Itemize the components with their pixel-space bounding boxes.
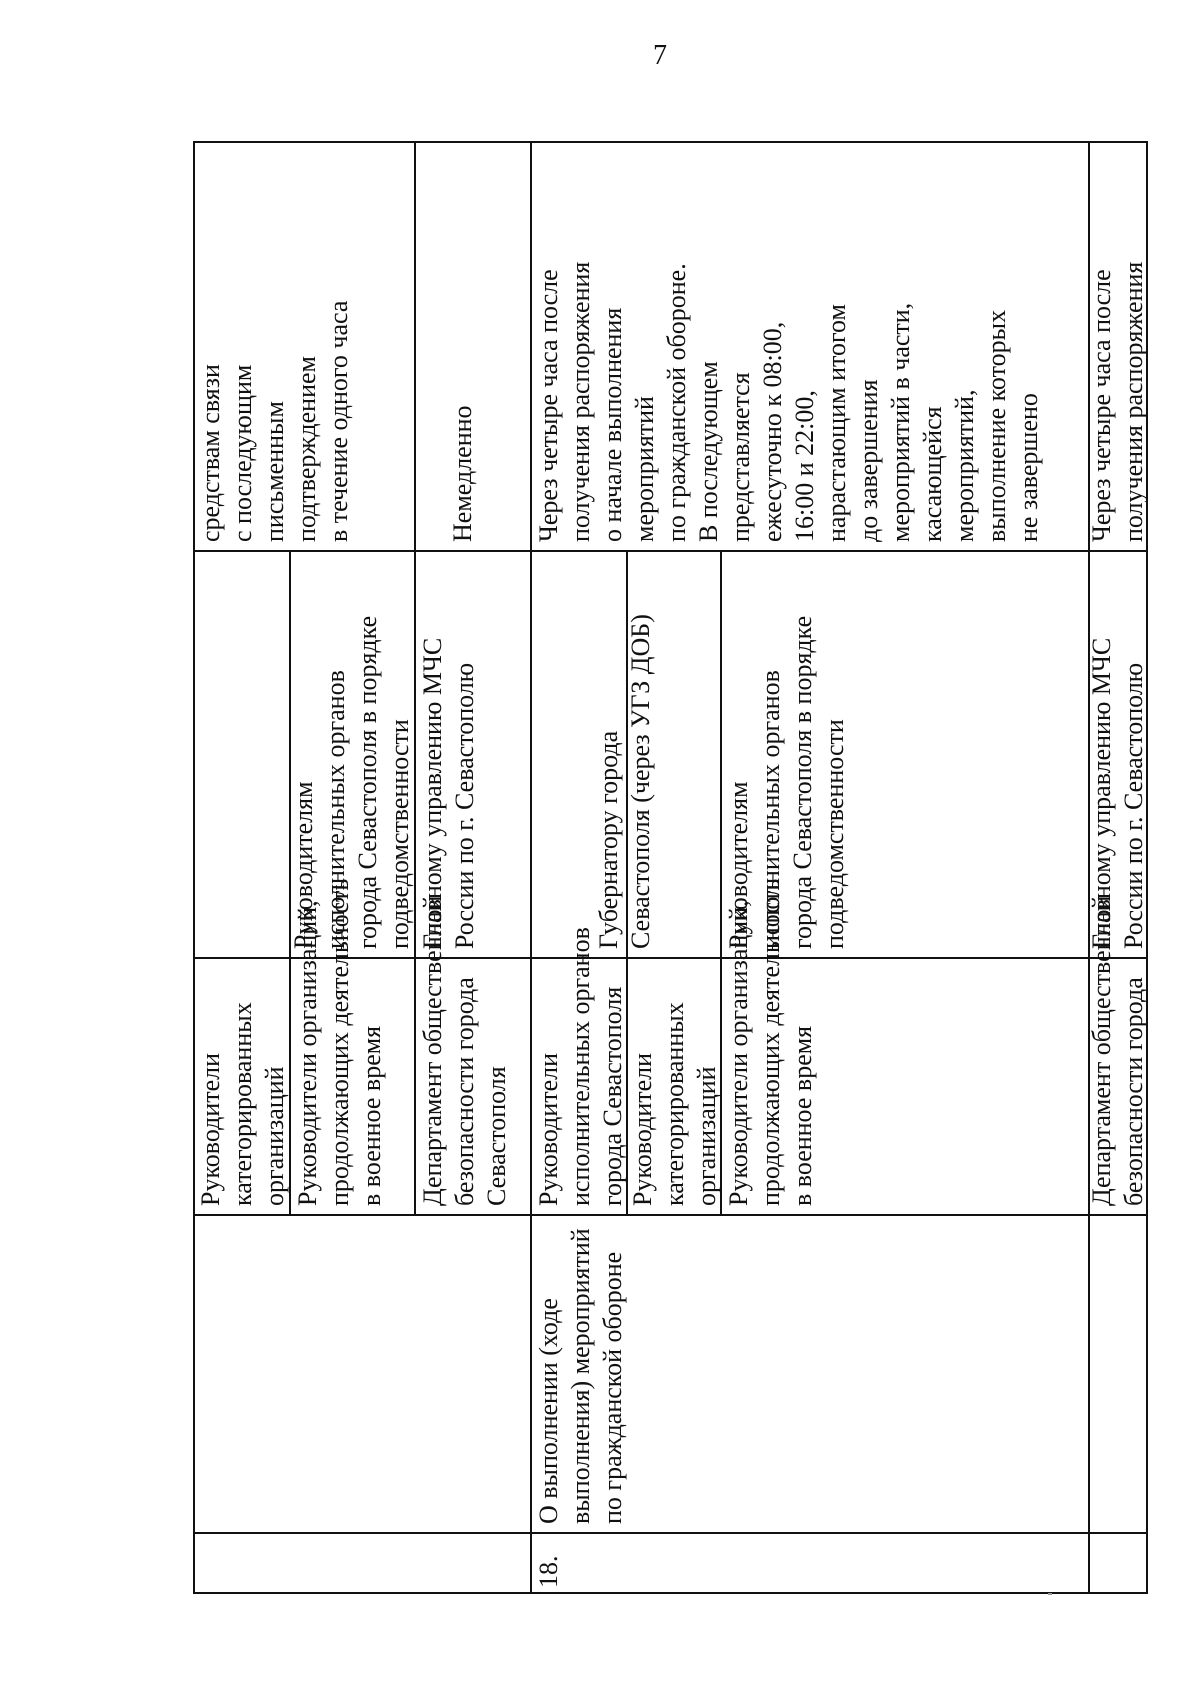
cell-line: в военное время [788,1025,817,1206]
cell-line: категорированных [228,1002,257,1206]
cell-line: продолжающих деятельность [756,878,785,1206]
table-border-right [193,141,1148,143]
cell-line: безопасности города [450,977,479,1206]
cell-line: выполнения) мероприятий [566,1228,595,1524]
cell-line: нарастающим итогом [822,304,851,542]
cell-line: получения распоряжения [1119,261,1148,542]
prev-row-col5ab [195,301,355,542]
cell-line: продолжающих деятельность [325,878,354,1206]
cell-line: Главному управлению МЧС [1087,637,1116,949]
cell-line: получения распоряжения [566,261,595,542]
col-divider-1 [193,1532,1148,1534]
cell-line: Севастополя (через УГЗ ДОБ) [626,614,655,949]
cell-line: безопасности города [1119,977,1148,1206]
cell-line: 18. [534,1555,563,1588]
cell-line: Департамент общественной [418,895,447,1206]
cell-line: не завершено [1014,393,1043,542]
cell-line: Через четыре часа после [1087,269,1116,542]
cell-line: Севастополя [482,1066,511,1206]
row18-col3a [533,927,629,1206]
cell-line: выполнение которых [982,309,1011,542]
cell-line: исполнительных органов [321,670,350,949]
row18-col3b [627,1002,723,1206]
cell-line: России по г. Севастополю [450,662,479,949]
cell-line: России по г. Севастополю [1119,662,1148,949]
cell-line: по гражданской обороне. [662,263,691,542]
cell-line: Главному управлению МЧС [418,637,447,949]
cell-line: Руководителям [724,781,753,949]
prev-row-col5c [447,405,479,542]
row18-col5 [533,262,1045,542]
cell-line: Губернатору города [594,730,623,949]
cell-line: мероприятий, [950,389,979,542]
scan-speck [1048,1593,1052,1595]
cell-line: касающейся [918,406,947,542]
cell-line: мероприятий в части, [886,302,915,542]
cell-line: представляется [726,372,755,542]
cell-line: категорированных [660,1002,689,1206]
cell-line: подведомственности [820,719,849,949]
rotated-table [193,141,1148,1594]
cell-line: Через четыре часа после [534,269,563,542]
cell-line: в течение одного часа [324,300,353,542]
cell-line: Руководителям [289,781,318,949]
col-divider-4 [193,550,1148,552]
cell-line: средствам связи [196,364,225,542]
cell-line: Немедленно [448,405,477,542]
cell-line: Руководители [628,1052,657,1206]
cell-line: мероприятий [630,396,659,542]
prev-row-col4c [417,638,481,949]
cell-line: исполнительных органов [756,670,785,949]
row18-col4a [593,614,657,949]
row-divider-prev-18 [530,141,532,1594]
row18-title [533,1228,629,1524]
cell-line: В последующем [694,361,723,542]
cell-line: подтверждением [292,356,321,542]
row18-number [533,1556,565,1589]
table-border-left [193,1592,1148,1594]
cell-line: города Севастополя в порядке [353,615,382,949]
cell-line: письменным [260,401,289,542]
cell-line: города Севастополя [598,986,627,1206]
row18-col4c [723,616,851,949]
cell-line: организаций [260,1066,289,1206]
cell-line: по гражданской обороне [598,1251,627,1524]
cell-line: в военное время [357,1025,386,1206]
cell-line: Руководители [534,1052,563,1206]
cell-line: Руководители организаций, [724,900,753,1206]
prev-row-col3a [195,1002,291,1206]
cell-line: с последующим [228,364,257,542]
cell-line: 16:00 и 22:00, [790,390,819,542]
cell-line: о начале выполнения [598,307,627,542]
cell-line: ежесуточно к 08:00, [758,321,787,542]
prev-row-col4b [288,616,416,949]
next-row-col4 [1086,638,1150,949]
cell-line: О выполнении (ходе [534,1298,563,1524]
cell-line: исполнительных органов [566,927,595,1206]
cell-line: Руководители [196,1052,225,1206]
page-number: 7 [653,40,667,71]
cell-line: подведомственности [385,719,414,949]
cell-line: города Севастополя в порядке [788,615,817,949]
next-row-col5 [1086,262,1150,542]
col-divider-2 [193,1214,1148,1216]
cell-line: до завершения [854,379,883,542]
cell-line: Департамент общественной [1087,895,1116,1206]
cell-line: Руководители организаций, [293,900,322,1206]
cell-line: организаций [692,1066,721,1206]
